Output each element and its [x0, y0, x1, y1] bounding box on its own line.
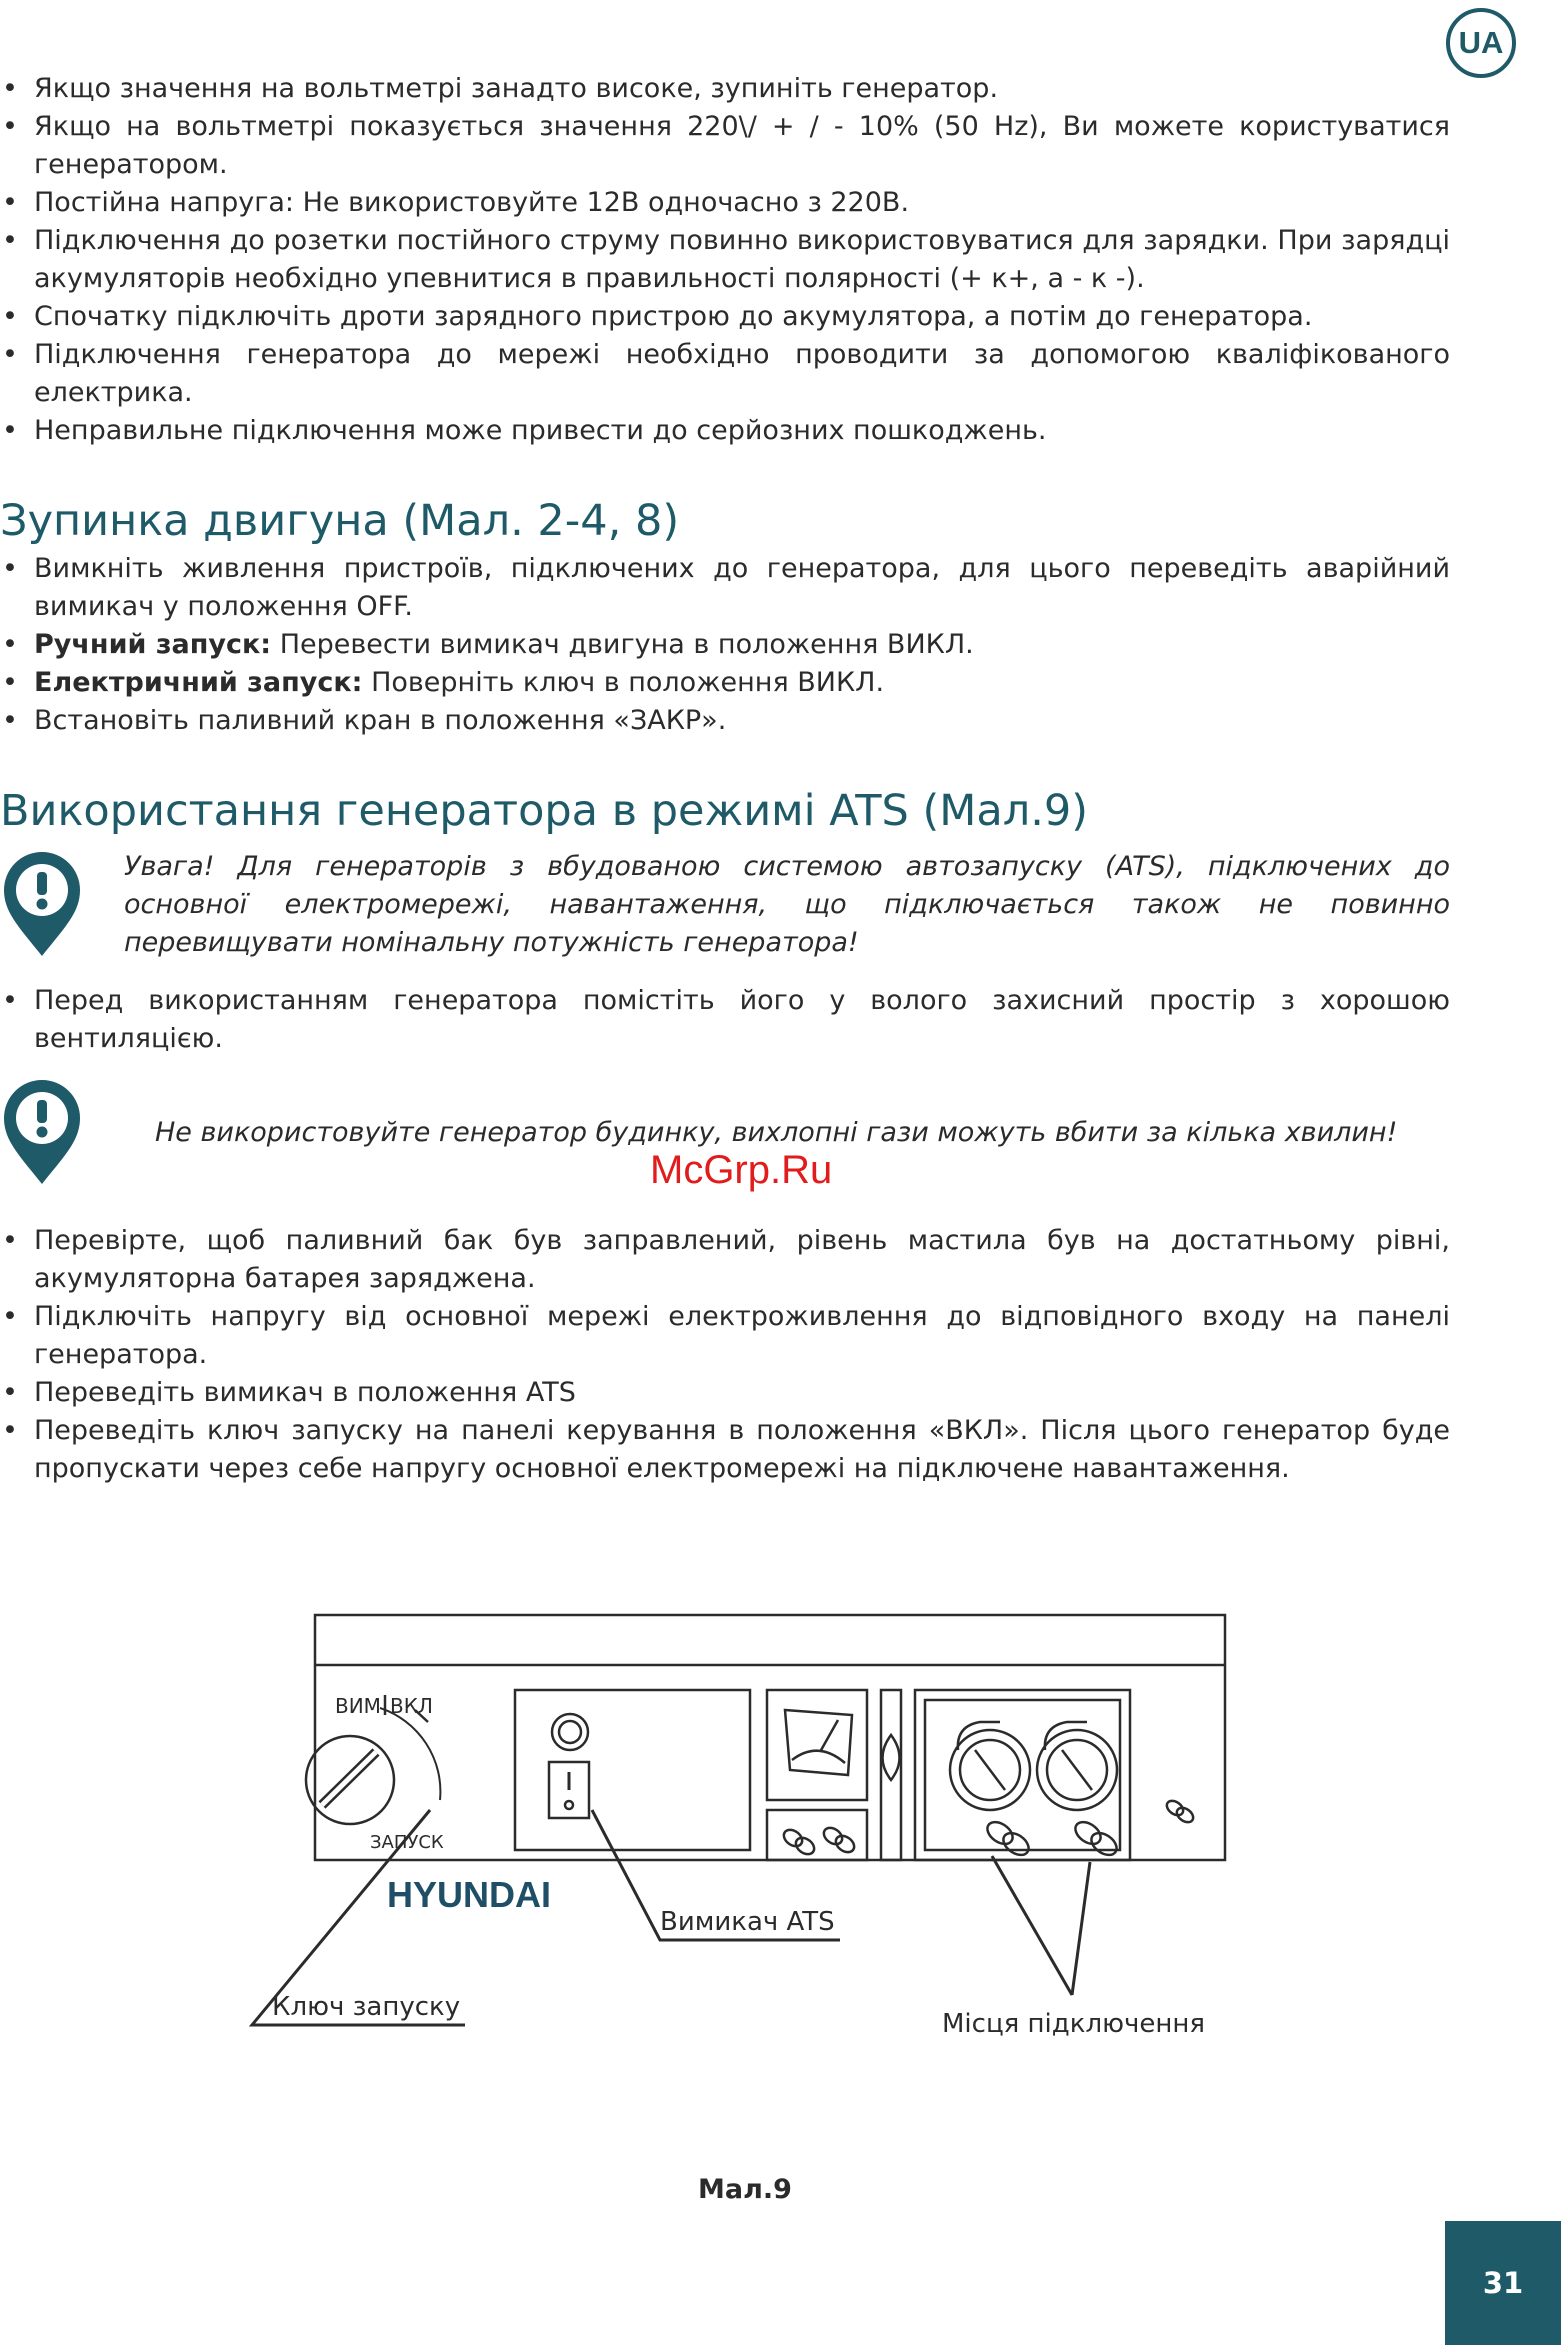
list-item: • Переведіть ключ запуску на панелі керування в положення «ВКЛ». Після цього генератор буде пропускати через себе напругу основної електромережі на підключене навантаження. — [0, 1412, 1450, 1488]
bullet-list-ats-a — [0, 982, 1450, 1058]
manual-start-label: Ручний запуск: — [34, 629, 272, 660]
warning-notice-exhaust — [0, 1076, 1450, 1216]
brand-logo: HYUNDAI — [387, 1874, 552, 1915]
bullet-list-engine-stop — [0, 550, 1450, 740]
label-off: ВИМ — [335, 1694, 381, 1718]
list-item: • Встановіть паливний кран в положення «ЗАКР». — [0, 702, 1450, 740]
manual-start-text: Перевести вимикач двигуна в положення ВИКЛ. — [271, 629, 974, 660]
warning-icon — [0, 1076, 84, 1188]
callout-start-key: Ключ запуску — [272, 1992, 461, 2022]
page-content — [0, 70, 1450, 1488]
control-panel-diagram — [240, 1600, 1280, 2100]
warning-text: Увага! Для генераторів з вбудованою системою автозапуску (ATS), підключених до основної електромережі, навантаження, що підключається також не повинно перевищувати номінальну потужність генератора! — [124, 851, 1450, 958]
label-on: ВКЛ — [390, 1694, 433, 1718]
figure-caption: Мал.9 — [698, 2174, 792, 2205]
electric-start-text: Поверніть ключ в положення ВИКЛ. — [362, 667, 885, 698]
warning-icon — [0, 848, 84, 960]
electric-start-label: Електричний запуск: — [34, 667, 363, 698]
page-number: 31 — [1445, 2221, 1561, 2345]
bullet-list-top — [0, 70, 1450, 450]
list-item: • Неправильне підключення може привести до серйозних пошкоджень. — [0, 412, 1450, 450]
list-item: • Перевірте, щоб паливний бак був заправлений, рівень мастила був на достатньому рівні, акумуляторна батарея заряджена. — [0, 1222, 1450, 1298]
section-title-ats: Використання генератора в режимі ATS (Мал.9) — [0, 786, 1089, 836]
language-badge: UA — [1446, 8, 1516, 78]
list-item: • Якщо на вольтметрі показується значення 220\/ + / - 10% (50 Hz), Ви можете користуватися генератором. — [0, 108, 1450, 184]
callout-sockets: Місця підключення — [942, 2009, 1205, 2039]
list-item: • Підключення генератора до мережі необхідно проводити за допомогою кваліфікованого електрика. — [0, 336, 1450, 412]
list-item: • Підключіть напругу від основної мережі електроживлення до відповідного входу на панелі генератора. — [0, 1298, 1450, 1374]
list-item — [0, 626, 1450, 664]
label-start: ЗАПУСК — [370, 1832, 444, 1853]
callout-ats-switch: Вимикач ATS — [660, 1907, 835, 1937]
list-item: • Вимкніть живлення пристроїв, підключених до генератора, для цього переведіть аварійний вимикач у положення OFF. — [0, 550, 1450, 626]
list-item — [0, 664, 1450, 702]
list-item: • Постійна напруга: Не використовуйте 12В одночасно з 220В. — [0, 184, 1450, 222]
watermark: McGrp.Ru — [650, 1148, 833, 1192]
list-item: • Якщо значення на вольтметрі занадто високе, зупиніть генератор. — [0, 70, 1450, 108]
bullet-list-ats-b — [0, 1222, 1450, 1488]
list-item: • Підключення до розетки постійного струму повинно використовуватися для зарядки. При зарядці акумуляторів необхідно упевнитися в правильності полярності (+ к+, а - к -). — [0, 222, 1450, 298]
warning-text: Не використовуйте генератор будинку, вихлопні гази можуть вбити за кілька хвилин! — [155, 1117, 1398, 1148]
section-title-engine-stop: Зупинка двигуна (Мал. 2-4, 8) — [0, 496, 680, 546]
list-item: • Спочатку підключіть дроти зарядного пристрою до акумулятора, а потім до генератора. — [0, 298, 1450, 336]
list-item: • Переведіть вимикач в положення ATS — [0, 1374, 1450, 1412]
warning-notice — [0, 848, 1450, 968]
list-item: • Перед використанням генератора помістіть його у волого захисний простір з хорошою вентиляцією. — [0, 982, 1450, 1058]
